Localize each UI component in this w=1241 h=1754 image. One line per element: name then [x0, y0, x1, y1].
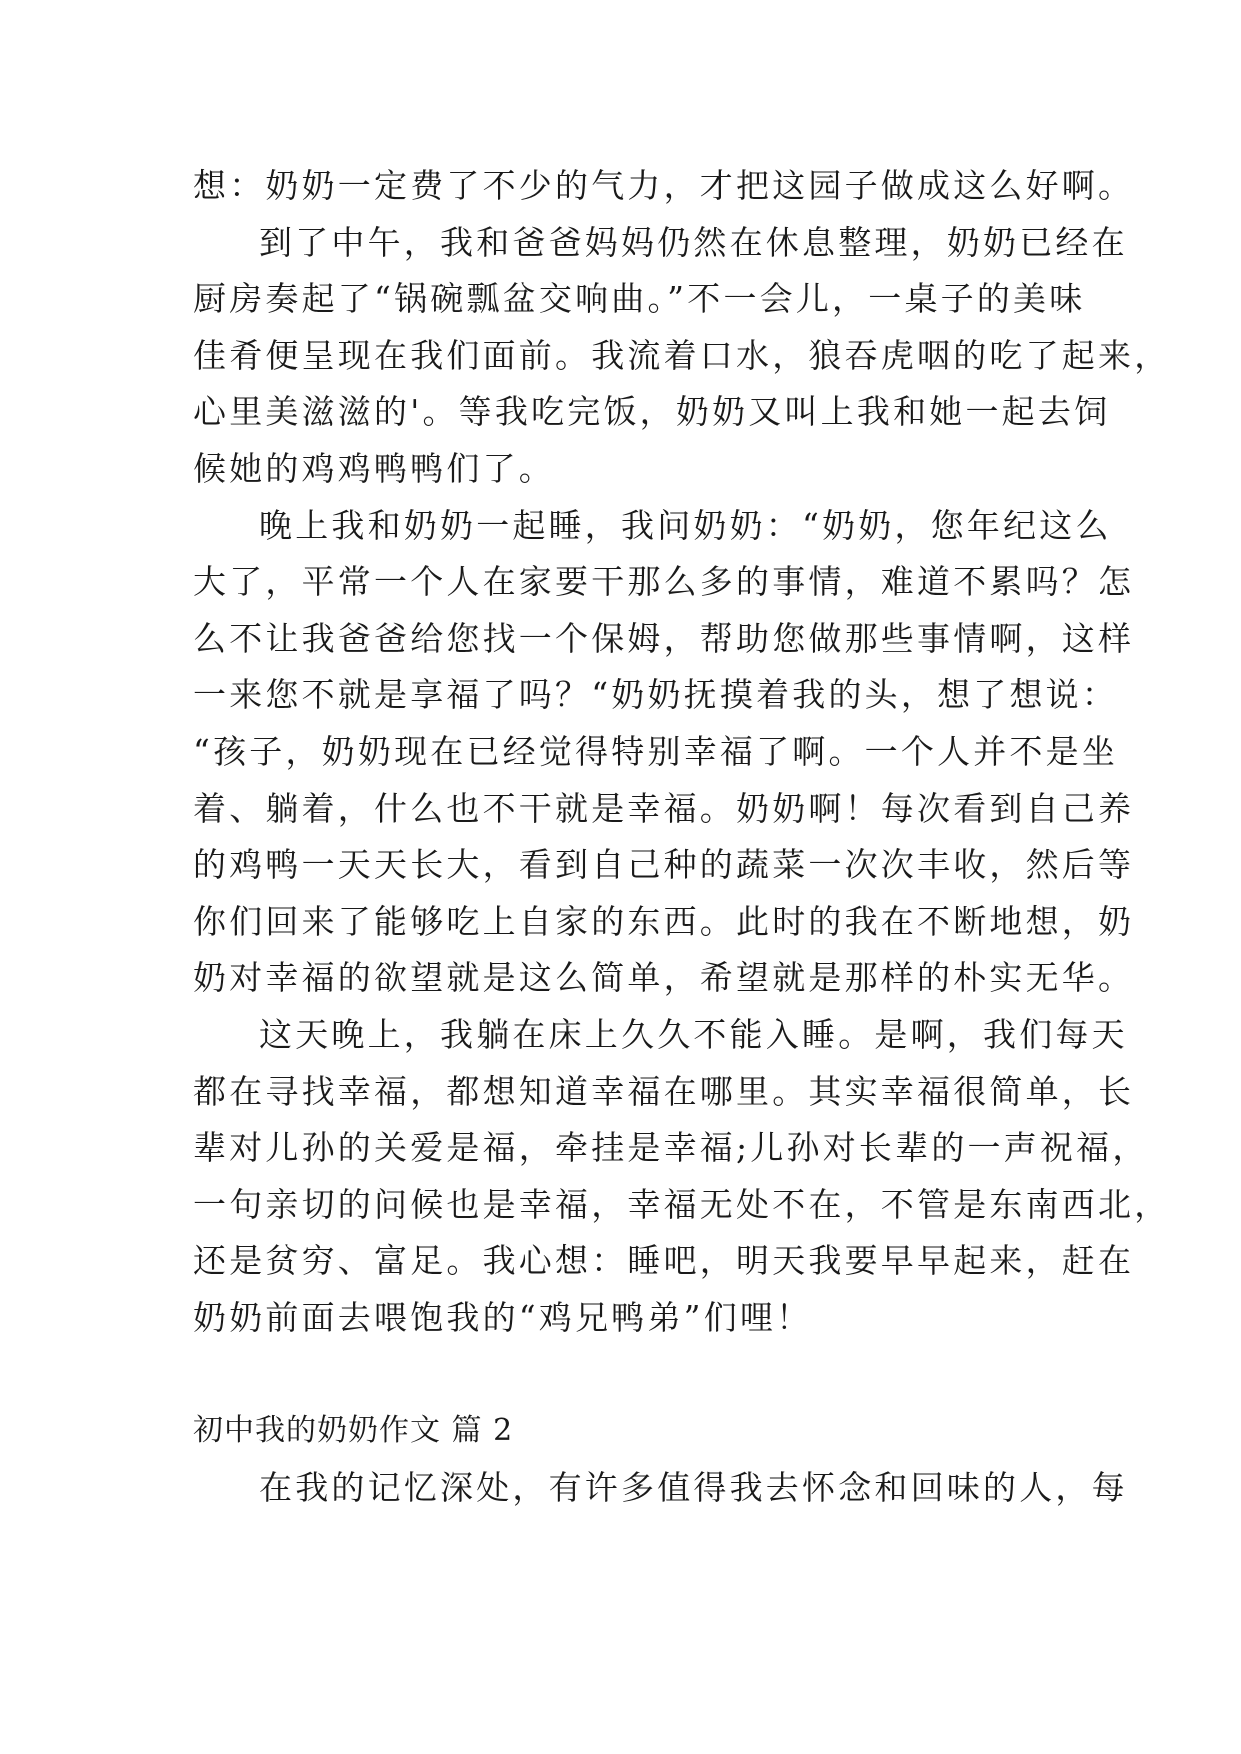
paragraph-start-line: 这天晚上，我躺在床上久久不能入睡。是啊，我们每天	[259, 1014, 1128, 1054]
text-line: 的鸡鸭一天天长大，看到自己种的蔬菜一次次丰收，然后等	[193, 845, 1135, 885]
text-line: 一来您不就是享福了吗？“奶奶抚摸着我的头，想了想说：	[193, 675, 1119, 715]
text-line: 你们回来了能够吃上自家的东西。此时的我在不断地想，奶	[193, 901, 1135, 941]
text-line: 辈对儿孙的关爱是福，牵挂是幸福;儿孙对长辈的一声祝福，	[193, 1128, 1149, 1168]
text-line: 想：奶奶一定费了不少的气力，才把这园子做成这么好啊。	[193, 166, 1135, 205]
text-line: 候她的鸡鸡鸭鸭们了。	[193, 448, 555, 488]
text-line: 都在寻找幸福，都想知道幸福在哪里。其实幸福很简单，长	[193, 1071, 1135, 1111]
text-line: 佳肴便呈现在我们面前。我流着口水，狼吞虎咽的吃了起来，	[193, 335, 1171, 375]
text-line: 奶对幸福的欲望就是这么简单，希望就是那样的朴实无华。	[193, 958, 1135, 998]
text-line: 心里美滋滋的'。等我吃完饭，奶奶又叫上我和她一起去饲	[193, 392, 1111, 432]
paragraph-start-line: 到了中午，我和爸爸妈妈仍然在休息整理，奶奶已经在	[259, 222, 1128, 262]
text-line: 还是贫穷、富足。我心想：睡吧，明天我要早早起来，赶在	[193, 1241, 1135, 1281]
text-line: 大了，平常一个人在家要干那么多的事情，难道不累吗？怎	[193, 562, 1135, 602]
paragraph-start-line: 在我的记忆深处，有许多值得我去怀念和回味的人，每	[259, 1467, 1128, 1507]
section-gap	[193, 1346, 1073, 1403]
text-line: 一句亲切的问候也是幸福，幸福无处不在，不管是东南西北，	[193, 1184, 1171, 1224]
section-heading: 初中我的奶奶作文 篇 2	[193, 1413, 514, 1449]
text-line: 么不让我爸爸给您找一个保姆，帮助您做那些事情啊，这样	[193, 618, 1135, 658]
text-line: 厨房奏起了“锅碗瓢盆交响曲。”不一会儿，一桌子的美味	[193, 279, 1086, 319]
text-line: 奶奶前面去喂饱我的“鸡兄鸭弟”们哩！	[193, 1297, 813, 1337]
text-line: “孩子，奶奶现在已经觉得特别幸福了啊。一个人并不是坐	[193, 731, 1119, 771]
paragraph-start-line: 晚上我和奶奶一起睡，我问奶奶：“奶奶，您年纪这么	[259, 505, 1112, 545]
text-line: 着、躺着，什么也不干就是幸福。奶奶啊！每次看到自己养	[193, 788, 1135, 828]
essay-text	[193, 158, 1171, 1516]
